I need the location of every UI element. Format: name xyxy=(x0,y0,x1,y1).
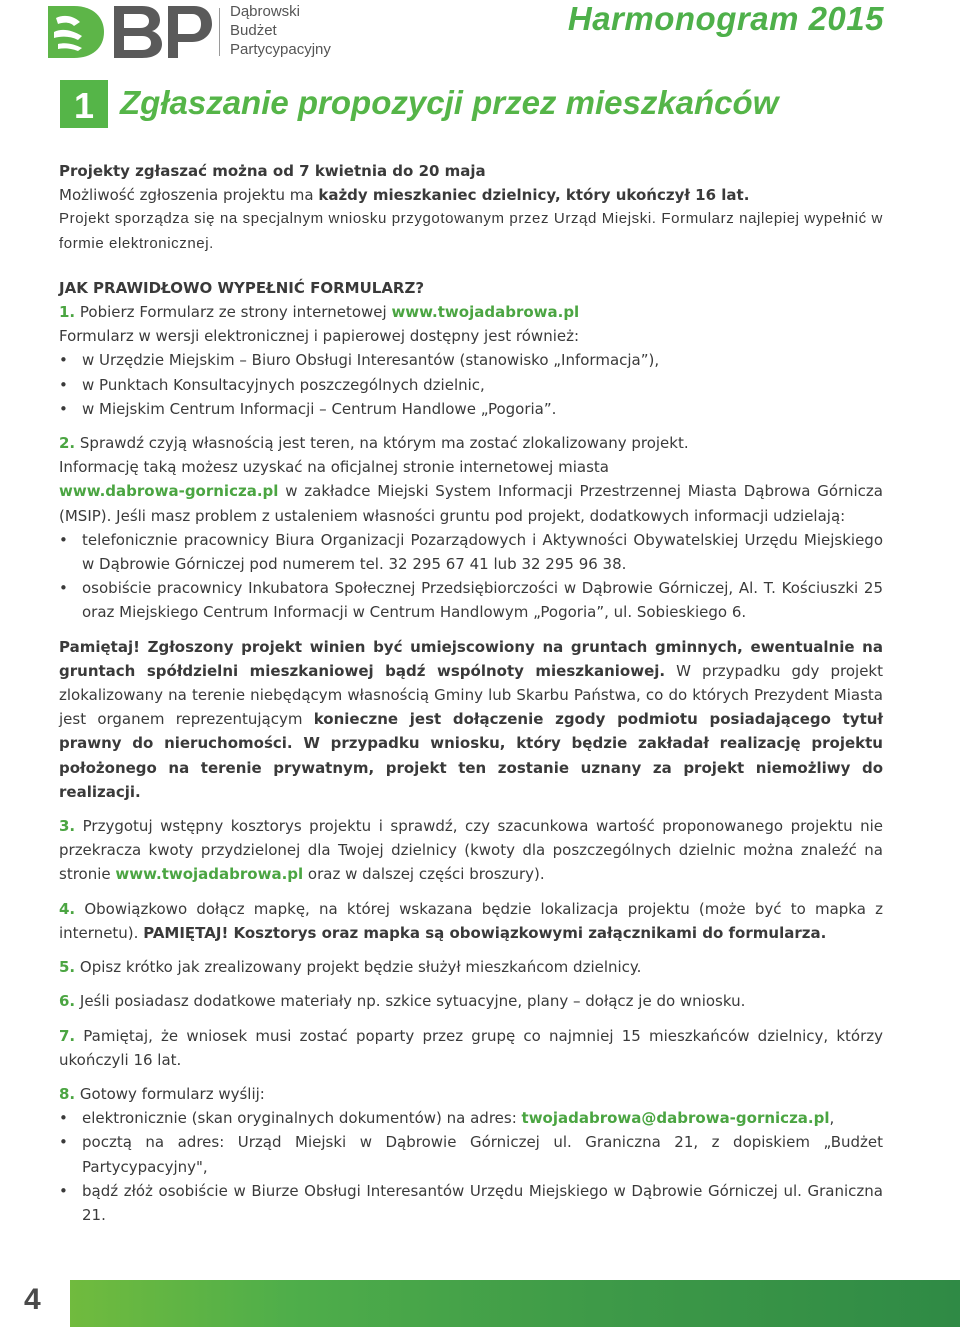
step-8-text: Gotowy formularz wyślij: xyxy=(75,1084,265,1103)
step-3-link[interactable]: www.twojadabrowa.pl xyxy=(115,865,304,884)
step-4-text: Obowiązkowo dołącz mapkę, na której wskazana będzie lokalizacja projektu (może być to mapka z internetu). xyxy=(59,899,883,942)
intro-dates: Projekty zgłaszać można od 7 kwietnia do 20 maja xyxy=(59,162,486,180)
list-item xyxy=(59,1106,883,1130)
list-item: • bądź złóż osobiście w Biurze Obsługi Interesantów Urzędu Miejskiego w Dąbrowie Górniczej ul. Graniczna 21. xyxy=(59,1179,883,1227)
logo-separator xyxy=(219,8,220,56)
step-7-number: 7. xyxy=(59,1026,76,1045)
step-5-number: 5. xyxy=(59,958,76,977)
step-1-availability: Formularz w wersji elektronicznej i papierowej dostępny jest również: xyxy=(59,327,580,346)
step-3-text: Przygotuj wstępny kosztorys projektu i sprawdź, czy szacunkowa wartość proponowanego projektu nie przekracza kwoty przydzielonej dla Twojej dzielnicy (kwoty dla poszczególnych dzielnic można znaleźć na stronie xyxy=(59,817,883,884)
step-8-number: 8. xyxy=(59,1084,76,1103)
step-2-text: Sprawdź czyją własnością jest teren, na którym ma zostać zlokalizowany projekt. xyxy=(75,434,689,453)
step-3-number: 3. xyxy=(59,817,76,836)
main-content xyxy=(59,159,883,1227)
step-4-number: 4. xyxy=(59,899,76,918)
step-4 xyxy=(59,897,883,945)
dbp-logo xyxy=(44,2,334,60)
step-1-number: 1. xyxy=(59,303,76,322)
section-title: Zgłaszanie propozycji przez mieszkańców xyxy=(120,84,779,121)
dbp-logo-icon xyxy=(44,2,214,60)
how-to-heading: JAK PRAWIDŁOWO WYPEŁNIĆ FORMULARZ? xyxy=(59,278,425,297)
step-3 xyxy=(59,814,883,887)
step-7 xyxy=(59,1024,883,1072)
step-6 xyxy=(59,989,883,1013)
step-2-info: Informację taką możesz uzyskać na oficjalnej stronie internetowej miasta xyxy=(59,458,609,477)
step-1-text: Pobierz Formularz ze strony internetowej xyxy=(75,303,392,322)
step-8-bullets xyxy=(59,1106,883,1227)
step-2 xyxy=(59,431,883,455)
step-2-msip-text: w zakładce Miejski System Informacji Przestrzennej Miasta Dąbrowa Górnicza (MSIP). Jeśli masz problem z ustaleniem własności gruntu pod projekt, dodatkowych informacji udzielają: xyxy=(59,482,883,525)
step-1 xyxy=(59,300,883,324)
step-8-email-end: , xyxy=(829,1109,835,1128)
step-6-number: 6. xyxy=(59,992,76,1011)
step-2-link[interactable]: www.dabrowa-gornicza.pl xyxy=(59,482,279,501)
remember-bold-1: Pamiętaj! Zgłoszony projekt winien być umiejscowiony na gruntach gminnych, ewentualnie na gruntach spółdzielni mieszkaniowej bądź wspólnoty mieszkaniowej. xyxy=(59,637,883,680)
step-2-msip xyxy=(59,479,883,527)
step-1-link[interactable]: www.twojadabrowa.pl xyxy=(391,303,580,322)
list-item: • w Miejskim Centrum Informacji – Centrum Handlowe „Pogoria”. xyxy=(59,397,883,421)
page-number: 4 xyxy=(0,1280,70,1327)
step-2-bullets xyxy=(59,528,883,625)
intro-form-info: Projekt sporządza się na specjalnym wniosku przygotowanym przez Urząd Miejski. Formularz najlepiej wypełnić w formie elektronicznej. xyxy=(59,210,883,252)
intro-eligibility-bold: każdy mieszkaniec dzielnicy, który ukończył 16 lat. xyxy=(318,186,750,205)
step-2-number: 2. xyxy=(59,434,76,453)
step-5 xyxy=(59,955,883,979)
logo-line-2: Budżet xyxy=(230,22,277,39)
step-7-text: Pamiętaj, że wniosek musi zostać poparty przez grupę co najmniej 15 mieszkańców dzielnicy, którzy ukończyli 16 lat. xyxy=(59,1026,883,1069)
intro-eligibility-text: Możliwość zgłoszenia projektu ma xyxy=(59,186,319,205)
step-1-bullets xyxy=(59,348,883,421)
logo-text xyxy=(230,2,331,59)
list-item: • w Punktach Konsultacyjnych poszczególnych dzielnic, xyxy=(59,373,883,397)
list-item: • telefonicznie pracownicy Biura Organizacji Pozarządowych i Aktywności Obywatelskiej Urzędu Miejskiego w Dąbrowie Górniczej pod numerem tel. 32 295 67 41 lub 32 295 96 38. xyxy=(59,528,883,576)
step-8-email-text: elektronicznie (skan oryginalnych dokumentów) na adres: xyxy=(82,1109,522,1128)
document-title: Harmonogram 2015 xyxy=(567,0,884,37)
logo-line-3: Partycypacyjny xyxy=(230,41,331,58)
remember-bold-2: konieczne jest dołączenie zgody podmiotu posiadającego tytuł prawny do nieruchomości. W przypadku wniosku, który będzie zakładał realizację projektu położonego na terenie prywatnym, projekt ten zostanie uznany za projekt niemożliwy do realizacji. xyxy=(59,710,883,801)
list-item: • pocztą na adres: Urząd Miejski w Dąbrowie Górniczej ul. Graniczna 21, z dopiskiem „Budżet Partycypacyjny", xyxy=(59,1130,883,1178)
remember-text: W przypadku gdy projekt zlokalizowany na terenie niebędącym własnością Gminy lub Skarbu Państwa, co do których Prezydent Miasta jest organem reprezentującym xyxy=(59,661,883,729)
footer-bar xyxy=(0,1280,960,1327)
step-8-email-link[interactable]: twojadabrowa@dabrowa-gornicza.pl xyxy=(521,1109,830,1128)
list-item: • osobiście pracownicy Inkubatora Społecznej Przedsiębiorczości w Dąbrowie Górniczej, Al. T. Kościuszki 25 oraz Miejskiego Centrum Informacji w Centrum Handlowym „Pogoria”, ul. Sobieskiego 6. xyxy=(59,576,883,624)
intro-eligibility xyxy=(59,183,883,207)
step-3-end: oraz w dalszej części broszury). xyxy=(303,865,545,884)
step-4-bold: PAMIĘTAJ! Kosztorys oraz mapka są obowiązkowymi załącznikami do formularza. xyxy=(143,923,827,942)
remember-note xyxy=(59,635,883,804)
list-item: • w Urzędzie Miejskim – Biuro Obsługi Interesantów (stanowisko „Informacja”), xyxy=(59,348,883,372)
logo-line-1: Dąbrowski xyxy=(230,3,301,20)
step-8 xyxy=(59,1082,883,1106)
step-5-text: Opisz krótko jak zrealizowany projekt będzie służył mieszkańcom dzielnicy. xyxy=(75,958,642,977)
section-number-badge: 1 xyxy=(60,80,108,128)
step-6-text: Jeśli posiadasz dodatkowe materiały np. szkice sytuacyjne, plany – dołącz je do wniosku. xyxy=(75,992,746,1011)
